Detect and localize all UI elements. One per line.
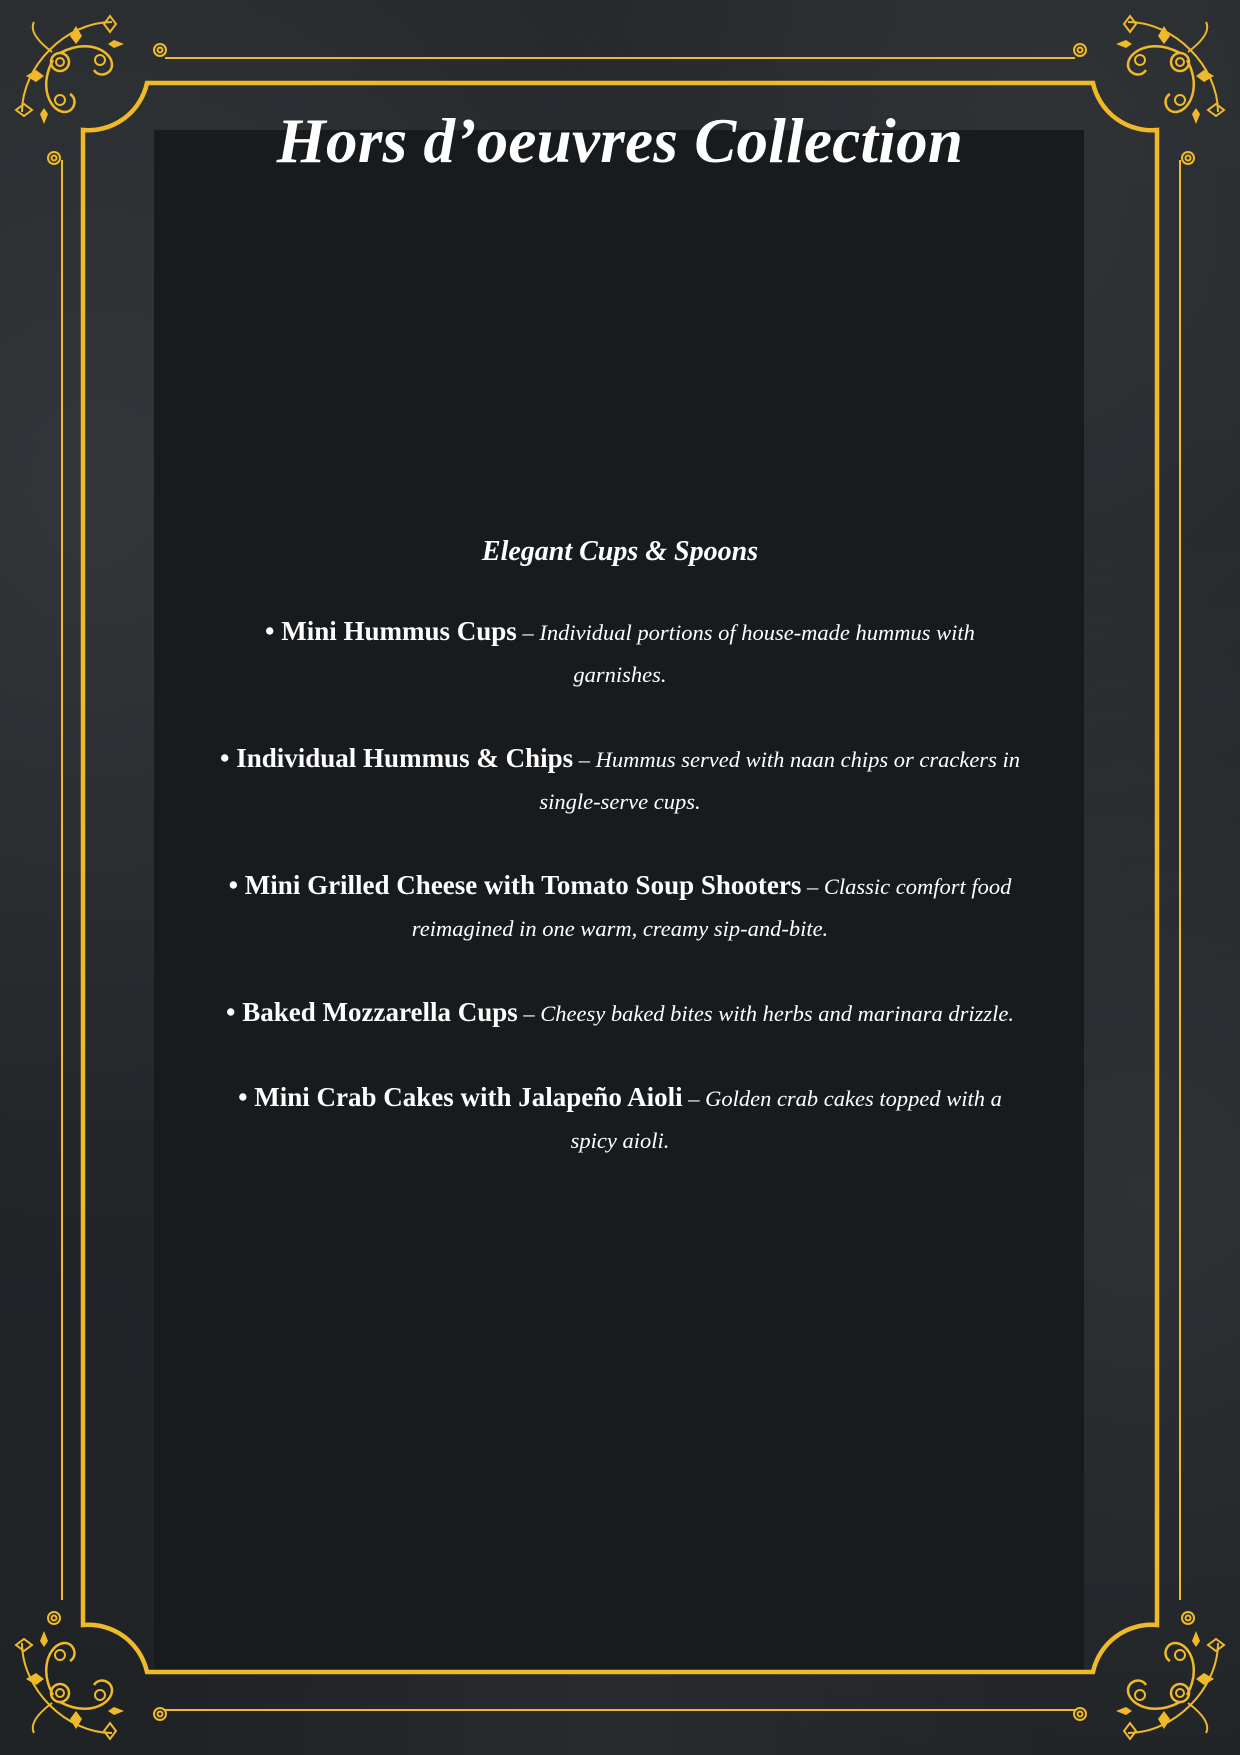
menu-item (220, 1076, 1020, 1162)
menu-item-name: • Individual Hummus & Chips (220, 743, 574, 773)
filigree-corner-icon (16, 1631, 124, 1739)
section-title: Elegant Cups & Spoons (481, 536, 759, 567)
menu-item-separator: – (573, 747, 596, 772)
menu-item-description: Golden crab cakes topped with a spicy aioli. (570, 1086, 1002, 1153)
menu-item-separator: – (801, 874, 824, 899)
menu-content (220, 530, 1020, 1203)
menu-item-name: • Mini Grilled Cheese with Tomato Soup Shooters (228, 870, 802, 900)
menu-item-description: Cheesy baked bites with herbs and marinara drizzle. (540, 1001, 1014, 1026)
menu-item-separator: – (517, 1001, 541, 1026)
menu-item-name: • Mini Crab Cakes with Jalapeño Aioli (238, 1082, 683, 1112)
menu-item-name: • Baked Mozzarella Cups (226, 997, 518, 1027)
menu-item (220, 610, 1020, 696)
menu-item-separator: – (682, 1086, 706, 1111)
menu-item-description: Individual portions of house-made hummus with garnishes. (539, 620, 975, 687)
menu-item-name: • Mini Hummus Cups (265, 616, 517, 646)
menu-title: Hors d’oeuvres Collection (276, 106, 964, 176)
menu-items-list (220, 610, 1020, 1162)
filigree-corner-icon (1116, 1631, 1224, 1739)
menu-item (220, 737, 1020, 823)
menu-item (220, 864, 1020, 950)
menu-item-description: Classic comfort food reimagined in one warm, creamy sip-and-bite. (411, 874, 1012, 941)
menu-item (220, 991, 1020, 1035)
menu-item-separator: – (516, 620, 540, 645)
menu-item-description: Hummus served with naan chips or crackers in single-serve cups. (539, 747, 1020, 814)
